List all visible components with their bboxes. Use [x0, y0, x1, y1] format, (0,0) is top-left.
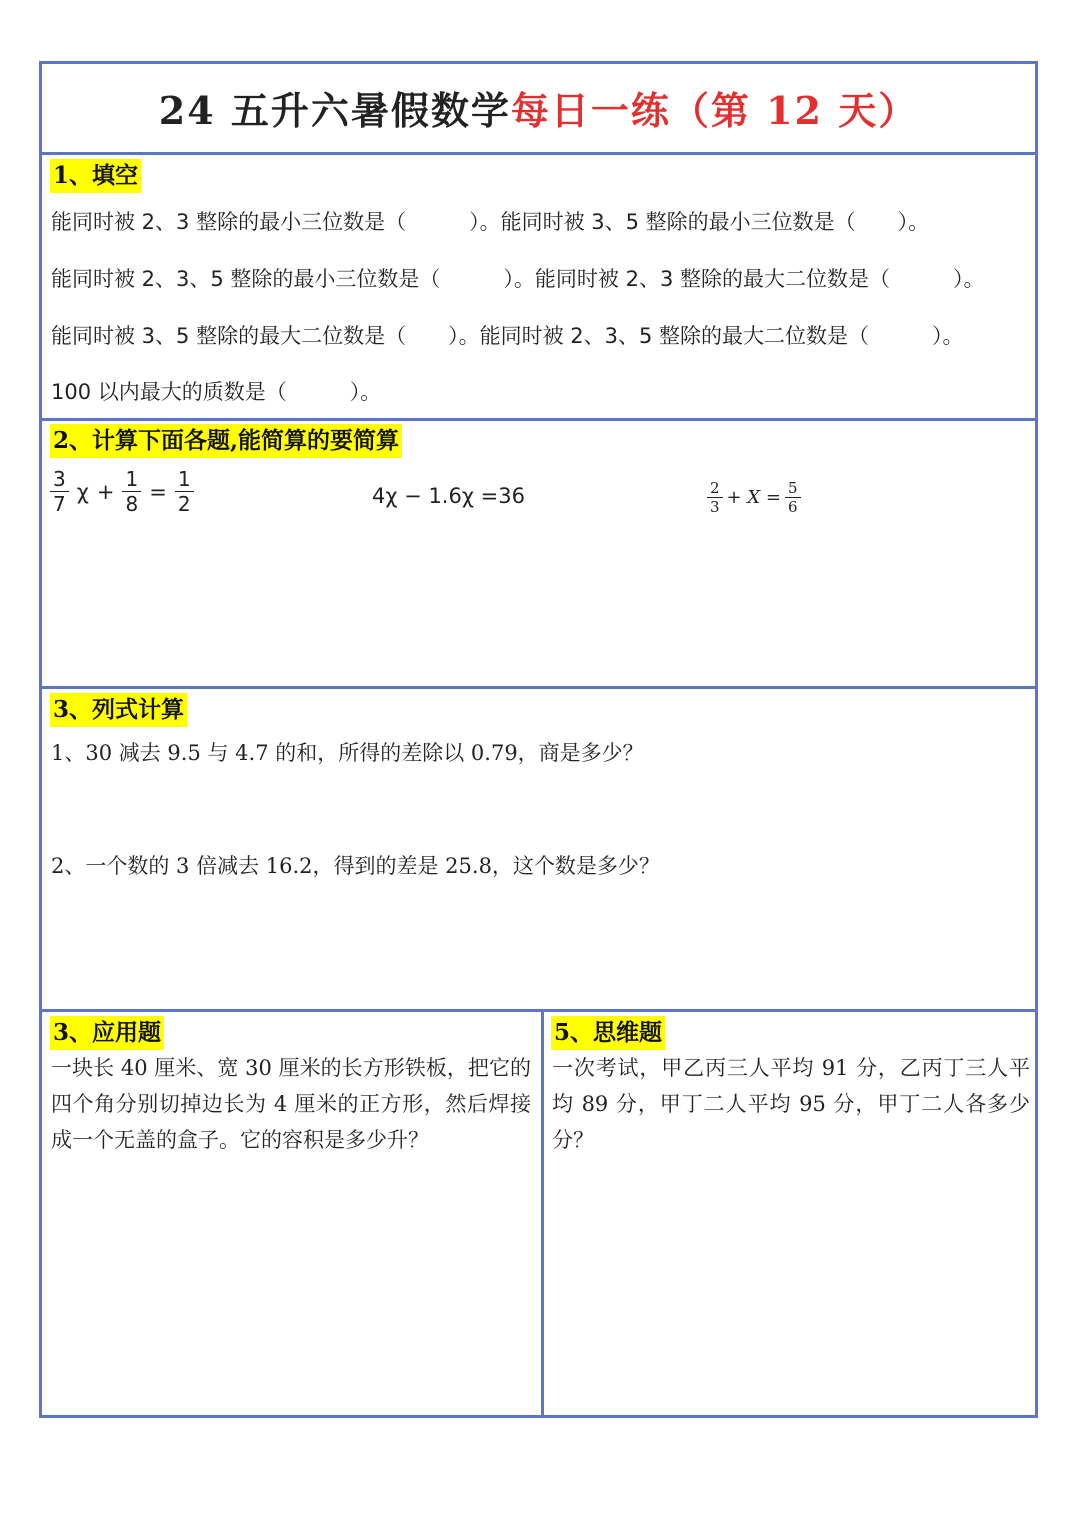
section-2-label: 2、计算下面各题,能简算的要简算 [50, 424, 402, 458]
divider-vertical [541, 1009, 544, 1415]
fill-blank-line-1: 能同时被 2、3 整除的最小三位数是（ ）。能同时被 3、5 整除的最小三位数是（ ）。 [51, 210, 930, 234]
question-1: 1、30 减去 9.5 与 4.7 的和，所得的差除以 0.79，商是多少？ [51, 741, 644, 765]
operator: + [96, 479, 115, 504]
equation-text: 4χ − 1.6χ =36 [372, 484, 525, 508]
divider-title [42, 152, 1035, 155]
fill-blank-line-3: 能同时被 3、5 整除的最大二位数是（ ）。能同时被 2、3、5 整除的最大二位数是（ ）。 [51, 324, 964, 348]
title-highlight: 每日一练（第 12 天） [510, 88, 919, 133]
title-main: 24 五升六暑假数学 [158, 88, 511, 133]
divider-sec2 [42, 686, 1035, 689]
worksheet [39, 61, 1038, 1418]
variable: χ [76, 479, 89, 504]
section-4-label: 3、应用题 [50, 1016, 164, 1050]
fraction: $\frac{1}{2}$ [175, 467, 194, 516]
fraction: $\frac{2}{3}$ [707, 479, 723, 516]
equation-1 [50, 467, 194, 516]
page-title [42, 80, 1035, 135]
fill-blank-line-2: 能同时被 2、3、5 整除的最小三位数是（ ）。能同时被 2、3 整除的最大二位数是（ ）。 [51, 267, 985, 291]
divider-sec3 [42, 1009, 1035, 1012]
equation-3 [707, 479, 801, 516]
fraction: $\frac{3}{7}$ [50, 467, 69, 516]
fraction: $\frac{1}{8}$ [122, 467, 141, 516]
application-problem: 一块长 40 厘米、宽 30 厘米的长方形铁板，把它的四个角分别切掉边长为 4 厘米的正方形，然后焊接成一个无盖的盒子。它的容积是多少升？ [51, 1056, 531, 1152]
operator: = [149, 479, 167, 504]
equation-middle: + X = [726, 487, 781, 508]
section-3-label: 3、列式计算 [50, 693, 187, 727]
fraction: $\frac{5}{6}$ [785, 479, 801, 516]
question-2: 2、一个数的 3 倍减去 16.2，得到的差是 25.8，这个数是多少？ [51, 854, 660, 878]
equation-2 [372, 484, 525, 508]
thinking-problem: 一次考试，甲乙丙三人平均 91 分，乙丙丁三人平均 89 分，甲丁二人平均 95 分，甲丁二人各多少分？ [552, 1056, 1030, 1152]
section-5-label: 5、思维题 [551, 1016, 665, 1050]
section-1-label: 1、填空 [50, 159, 141, 193]
fill-blank-line-4: 100 以内最大的质数是（ ）。 [51, 380, 382, 404]
divider-sec1 [42, 418, 1035, 421]
